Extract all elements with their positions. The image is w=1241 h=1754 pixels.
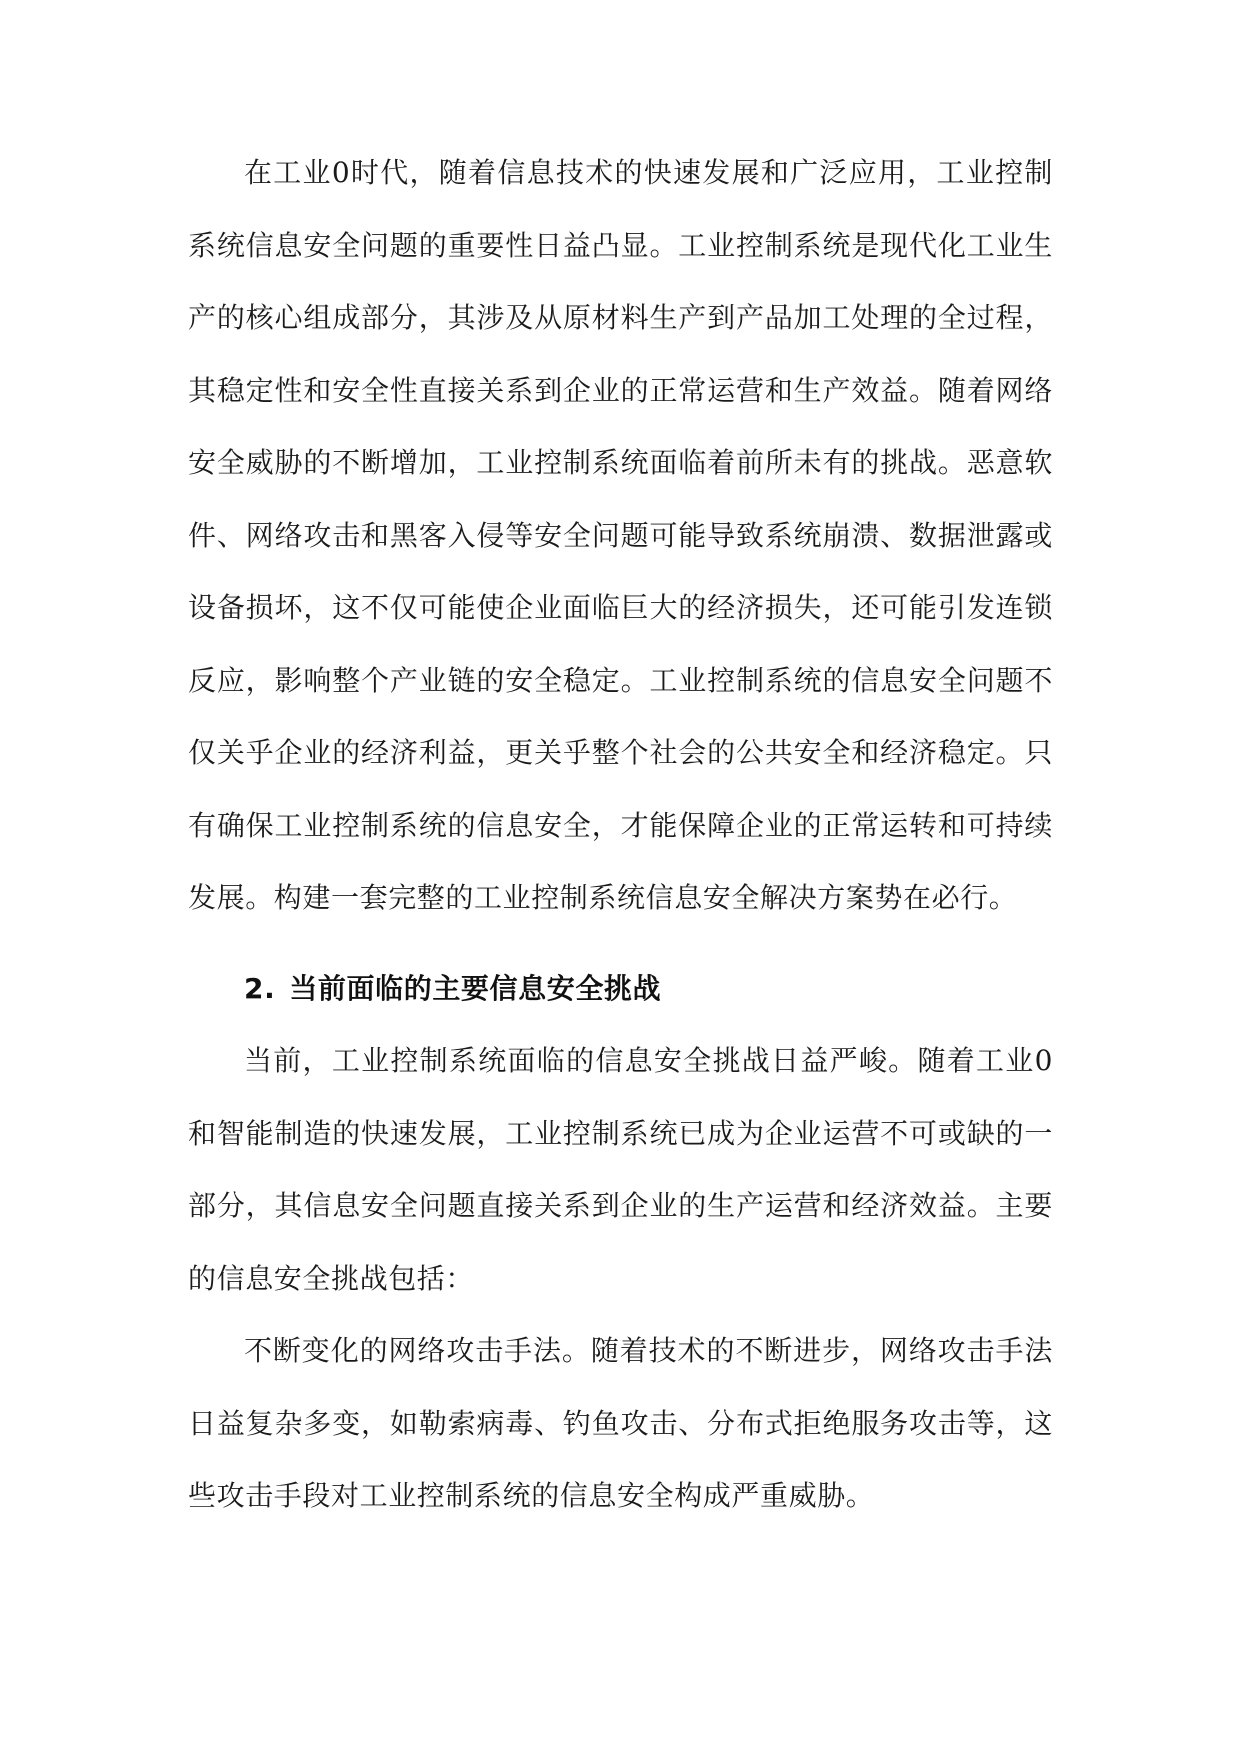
section-number: 2. [244, 971, 276, 1005]
attack-methods-paragraph: 不断变化的网络攻击手法。随着技术的不断进步，网络攻击手法日益复杂多变，如勒索病毒、钓鱼攻击、分布式拒绝服务攻击等，这些攻击手段对工业控制系统的信息安全构成严重威胁。 [188, 1334, 1053, 1512]
intro-paragraph: 在工业0时代，随着信息技术的快速发展和广泛应用，工业控制系统信息安全问题的重要性日益凸显。工业控制系统是现代化工业生产的核心组成部分，其涉及从原材料生产到产品加工处理的全过程，其稳定性和安全性直接关系到企业的正常运营和生产效益。随着网络安全威胁的不断增加，工业控制系统面临着前所未有的挑战。恶意软件、网络攻击和黑客入侵等安全问题可能导致系统崩溃、数据泄露或设备损坏，这不仅可能使企业面临巨大的经济损失，还可能引发连锁反应，影响整个产业链的安全稳定。工业控制系统的信息安全问题不仅关乎企业的经济利益，更关乎整个社会的公共安全和经济稳定。只有确保工业控制系统的信息安全，才能保障企业的正常运转和可持续发展。构建一套完整的工业控制系统信息安全解决方案势在必行。 [188, 156, 1053, 914]
section-title: 当前面临的主要信息安全挑战 [289, 971, 662, 1005]
challenges-intro-paragraph: 当前，工业控制系统面临的信息安全挑战日益严峻。随着工业0和智能制造的快速发展，工业控制系统已成为企业运营不可或缺的一部分，其信息安全问题直接关系到企业的生产运营和经济效益。主要的信息安全挑战包括： [188, 1044, 1053, 1295]
document-body [188, 137, 1053, 1533]
section-heading [188, 953, 1053, 1026]
